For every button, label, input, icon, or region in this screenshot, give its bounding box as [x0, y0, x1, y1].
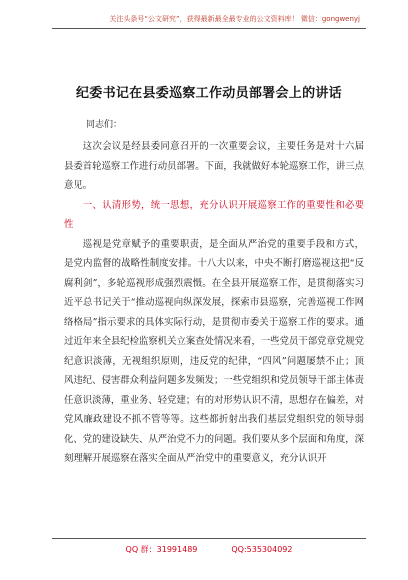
footer-divider: [52, 538, 366, 539]
header-promo-note: 关注头条号“公文研究”，获得最新最全最专业的公文资料库！ 微信：gongwenyj: [109, 15, 360, 23]
header-divider: [52, 28, 366, 29]
footer-qq: QQ:535304092: [231, 545, 293, 554]
section-1-paragraph: 巡视是党章赋予的重要职责，是全面从严治党的重要手段和方式，是党内监督的战略性制度安排。十八大以来，中央不断打磨巡视这把“反腐利剑”，多轮巡视形成强烈震慑。在全县开展巡察工作，是贯彻落实习近平总书记关于“推动巡视向纵深发展，探索市县巡察，完善巡视工作网络格局”指示要求的具体实际行动，是贯彻市委关于巡察工作的要求。通过近年来全县纪检监察机关立案查处情况来看，一些党员干部党章党规党纪意识淡薄，无视组织原则，违反党的纪律，“四风”问题屡禁不止；顶风违纪、侵害群众利益问题多发频发；一些党组织和党员领导干部主体责任意识淡薄，重业务、轻党建；有的对形势认识不清，思想存在偏差，对党风廉政建设不抓不管等等。这些都折射出我们基层党组织党的领导弱化、党的建设缺失、从严治党不力的问题。我们要从多个层面和角度，深刻理解开展巡察在落实全面从严治党中的重要意义，充分认识开: [64, 238, 365, 464]
document-body: [64, 137, 364, 469]
footer-qq-group: QQ 群：31991489: [125, 545, 198, 554]
section-heading-1: 一、认清形势，统一思想，充分认识开展巡察工作的重要性和必要性: [64, 199, 364, 230]
salutation: 同志们：: [86, 120, 123, 130]
intro-paragraph: 这次会议是经县委同意召开的一次重要会议，主要任务是对十六届县委首轮巡察工作进行动员部署。下面，我就做好本轮巡察工作，讲三点意见。: [64, 141, 365, 191]
footer-contact: [52, 544, 366, 555]
document-title: 纪委书记在县委巡察工作动员部署会上的讲话: [75, 86, 342, 101]
